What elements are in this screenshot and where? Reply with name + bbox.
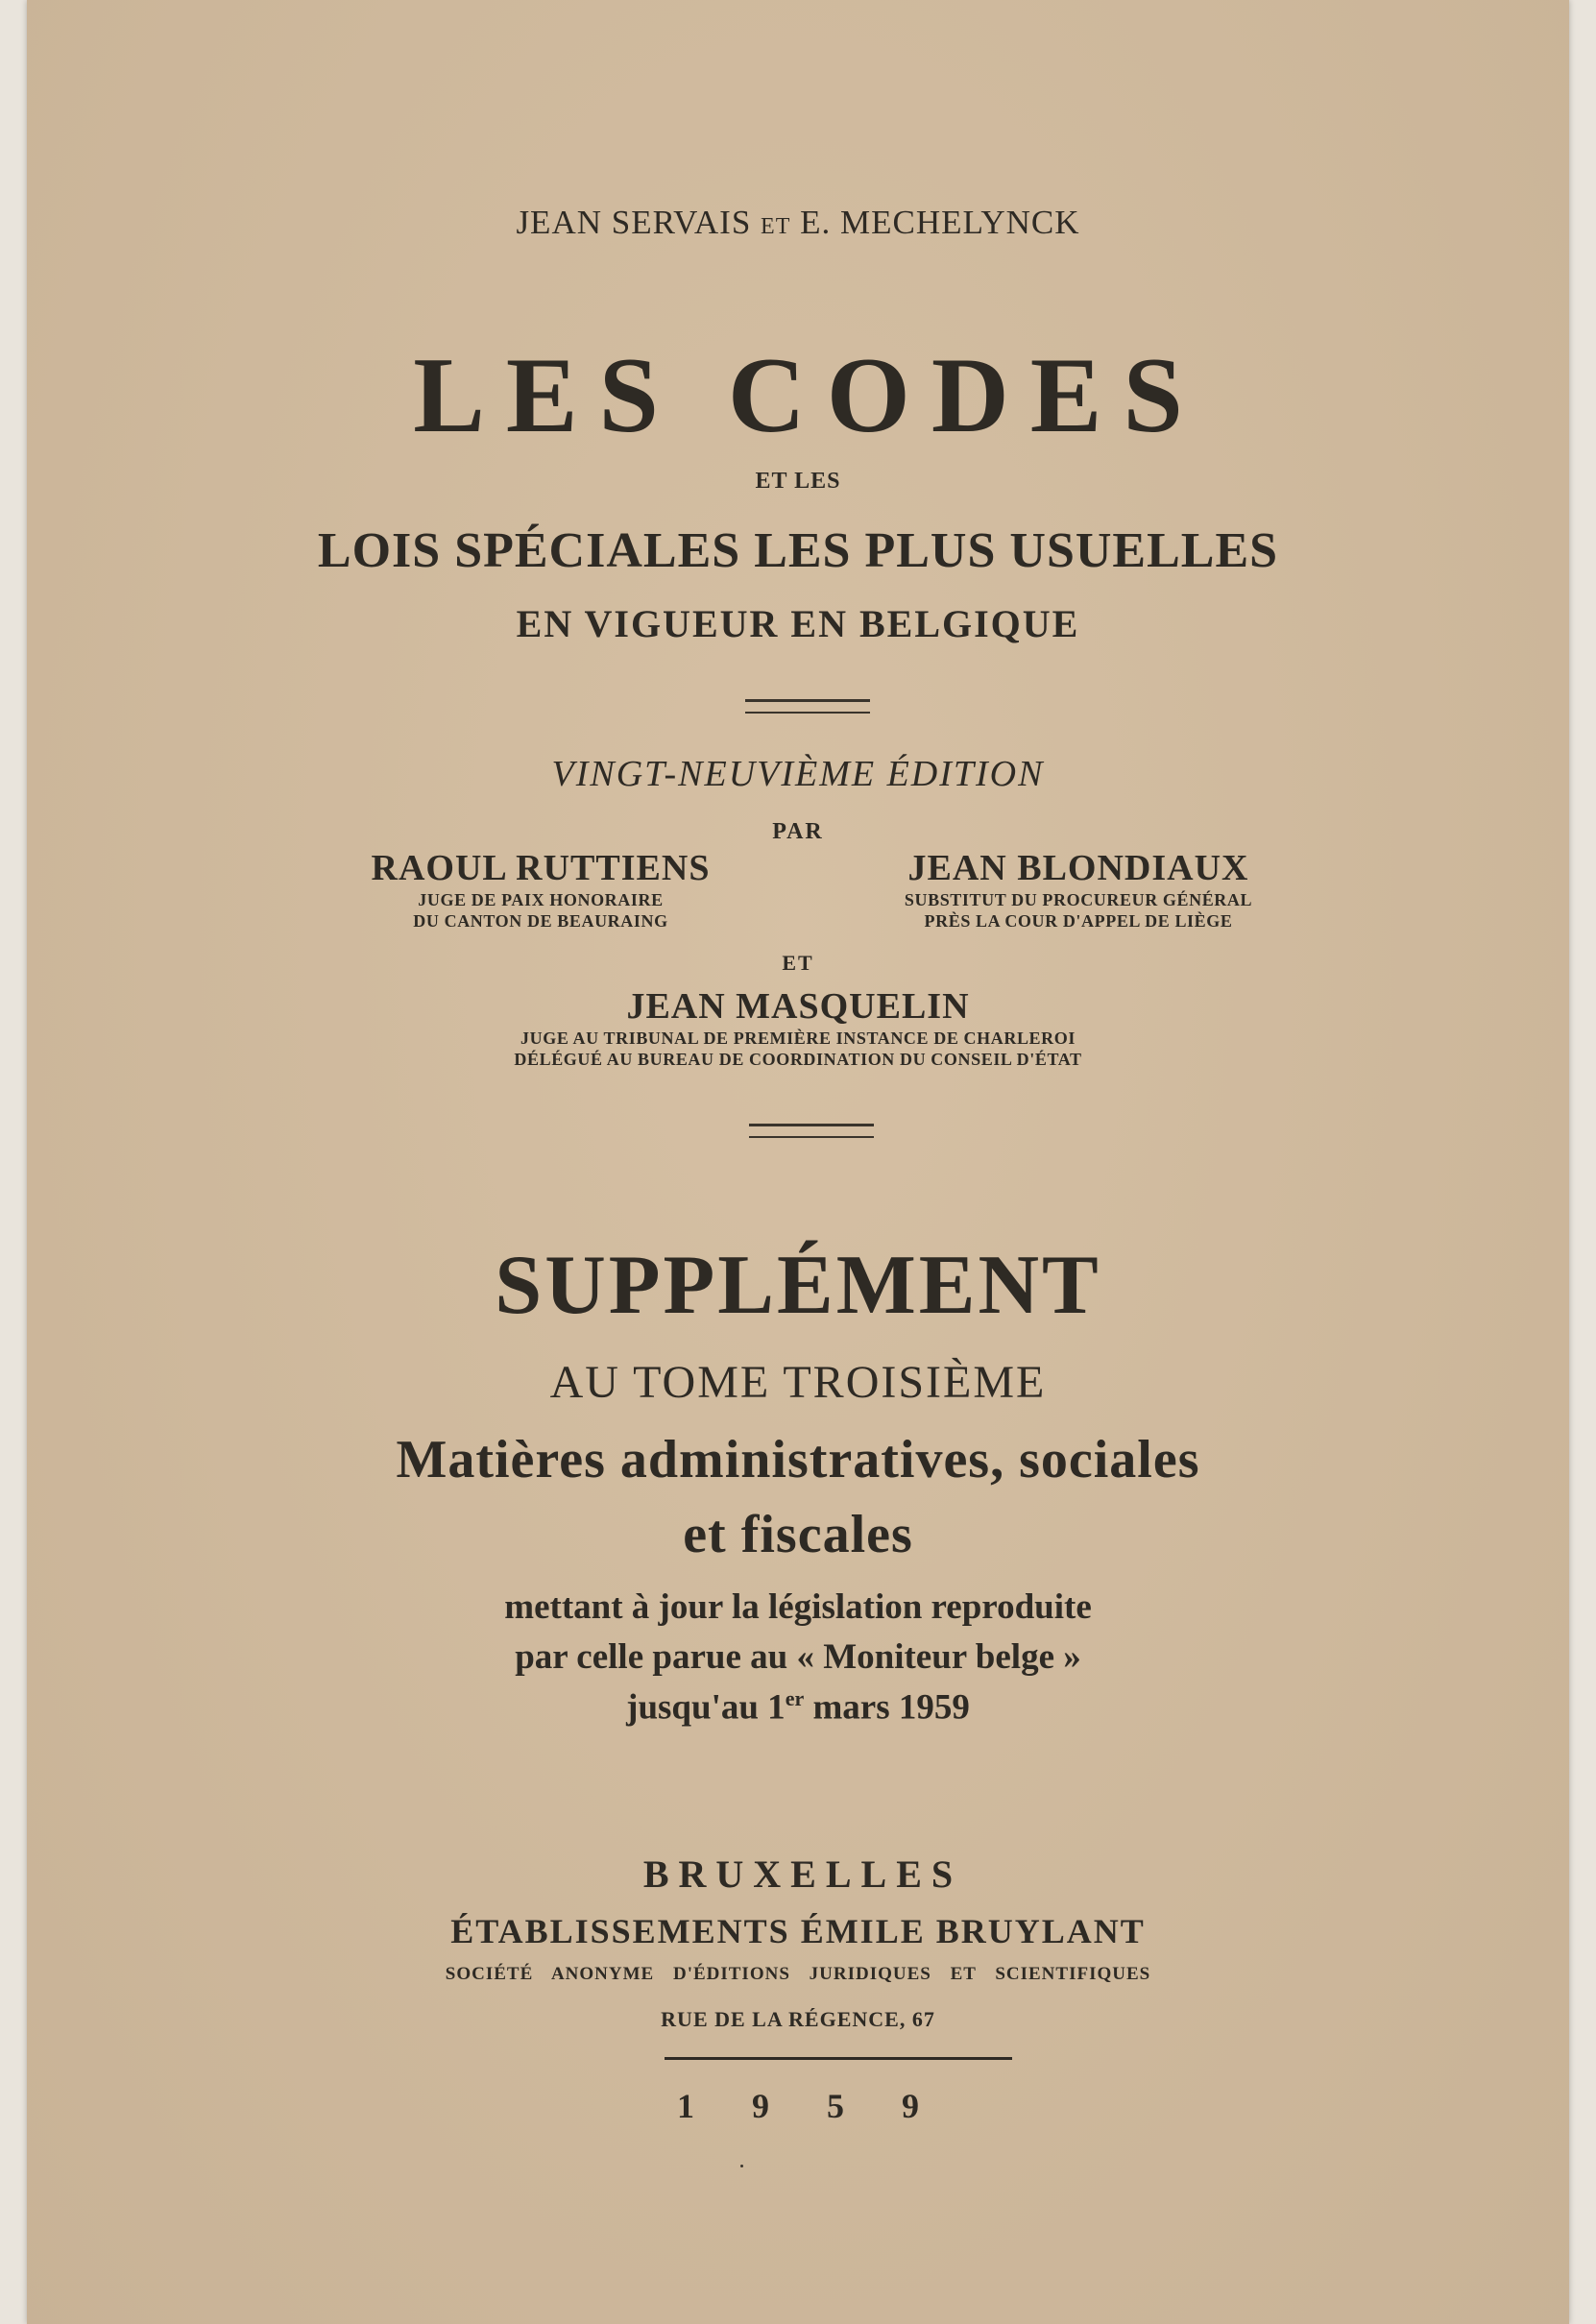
editor-role: SUBSTITUT DU PROCUREUR GÉNÉRAL [904, 890, 1253, 909]
book-title: LES CODES [413, 336, 1204, 455]
editor-masquelin [27, 985, 1569, 1070]
update-date-superscript: er [785, 1686, 805, 1710]
publication-year: 1959 [677, 2087, 977, 2125]
editor-blondiaux [862, 847, 1294, 932]
update-line-1: mettant à jour la législation reproduite [504, 1587, 1092, 1627]
divider-rule [749, 1124, 874, 1138]
publisher-address: RUE DE LA RÉGENCE, 67 [661, 2007, 935, 2031]
editor-role: PRÈS LA COUR D'APPEL DE LIÈGE [924, 911, 1233, 931]
editor-role: DU CANTON DE BEAURAING [413, 911, 668, 931]
editor-role: JUGE AU TRIBUNAL DE PREMIÈRE INSTANCE DE CHARLEROI [520, 1029, 1076, 1048]
et-label: ET [782, 951, 814, 975]
update-date-prefix: jusqu'au 1 [626, 1687, 786, 1728]
update-line-2: par celle parue au « Moniteur belge » [515, 1637, 1081, 1677]
authors-line [27, 204, 1569, 242]
imprint-rule [665, 2057, 1012, 2060]
par-label: PAR [772, 819, 824, 844]
editor-role: JUGE DE PAIX HONORAIRE [418, 890, 664, 909]
paper-speck [740, 2165, 743, 2167]
book-cover [27, 0, 1569, 2324]
book-subtitle: LOIS SPÉCIALES LES PLUS USUELLES [317, 523, 1279, 578]
divider-rule [745, 699, 870, 714]
editor-name: JEAN MASQUELIN [626, 986, 970, 1027]
editor-name: RAOUL RUTTIENS [371, 848, 711, 888]
author-2: E. MECHELYNCK [800, 204, 1080, 241]
author-conjunction: ET [761, 214, 791, 239]
editor-name: JEAN BLONDIAUX [907, 848, 1249, 888]
book-subtitle-2: EN VIGUEUR EN BELGIQUE [516, 602, 1080, 645]
edition-label: VINGT-NEUVIÈME ÉDITION [551, 754, 1045, 794]
publisher-name: ÉTABLISSEMENTS ÉMILE BRUYLANT [450, 1912, 1146, 1950]
update-date-suffix: mars 1959 [804, 1687, 970, 1728]
update-line-3 [27, 1686, 1569, 1728]
author-1: JEAN SERVAIS [516, 204, 752, 241]
editor-role: DÉLÉGUÉ AU BUREAU DE COORDINATION DU CONSEIL D'ÉTAT [514, 1050, 1082, 1069]
supplement-heading: SUPPLÉMENT [495, 1239, 1101, 1332]
title-connector: ET LES [755, 469, 841, 494]
editor-ruttiens [325, 847, 757, 932]
subject-line-2: et fiscales [683, 1505, 913, 1564]
publisher-city: BRUXELLES [642, 1852, 963, 1896]
subject-line-1: Matières administratives, sociales [396, 1430, 1200, 1489]
publisher-company: SOCIÉTÉ ANONYME D'ÉDITIONS JURIDIQUES ET SCIENTIFIQUES [445, 1964, 1151, 1984]
tome-label: AU TOME TROISIÈME [549, 1357, 1047, 1408]
